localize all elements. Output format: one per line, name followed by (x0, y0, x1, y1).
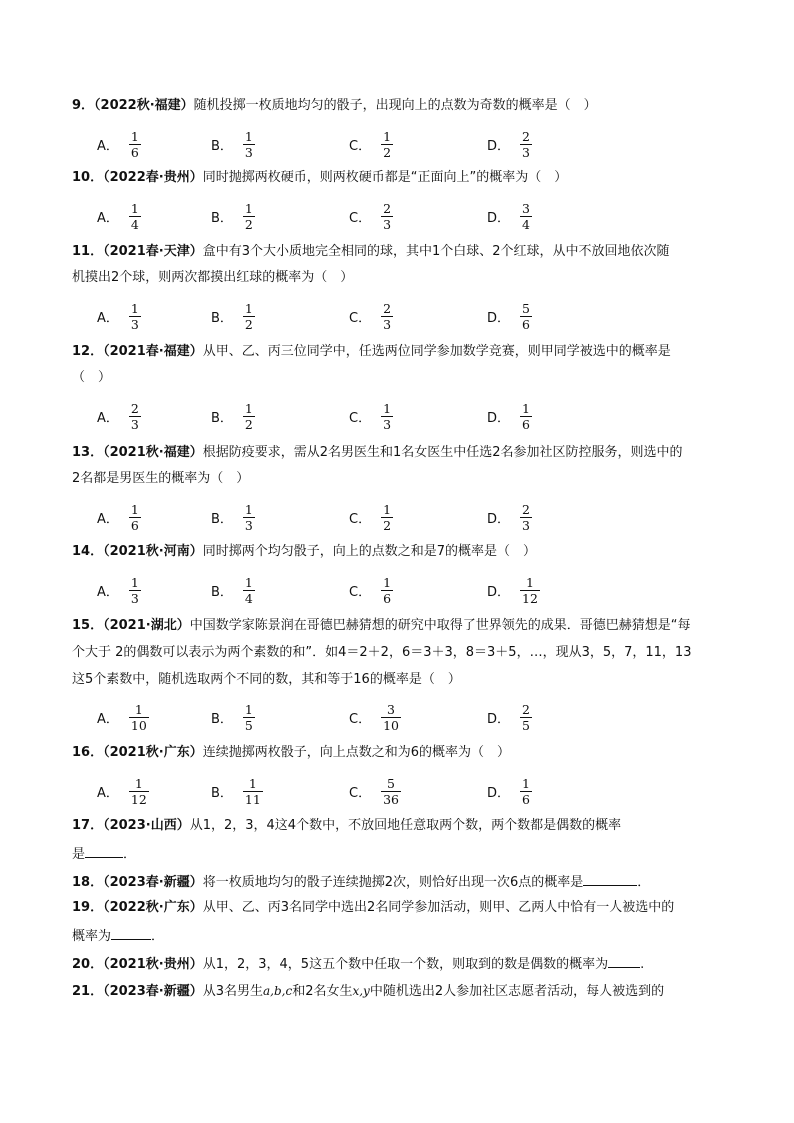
options-13 (97, 497, 737, 537)
question-12-cont: （ ） (72, 370, 112, 385)
question-19-cont: 概率为 ． (72, 925, 732, 947)
option-a: A． $\frac{1}{6}$ (97, 128, 139, 160)
options-16 (97, 771, 737, 811)
options-9 (97, 124, 737, 164)
answer-blank[interactable] (583, 871, 637, 886)
options-10 (97, 196, 737, 236)
options-14 (97, 570, 737, 610)
question-17: 17．（2023·山西）从1，2，3，4这4个数中，不放回地任意取两个数，两个数都是偶数的概率 (72, 818, 622, 833)
option-b: B． $\frac{1}{3}$ (211, 501, 253, 533)
option-d: D． $\frac{2}{3}$ (487, 128, 530, 160)
answer-blank[interactable] (85, 843, 123, 858)
option-b: B． $\frac{1}{2}$ (211, 200, 253, 232)
option-b: B． $\frac{1}{2}$ (211, 300, 253, 332)
option-a: A． $\frac{1}{3}$ (97, 574, 139, 606)
option-a: A． $\frac{2}{3}$ (97, 400, 139, 432)
question-16: 16．（2021秋·广东）连续抛掷两枚骰子，向上点数之和为6的概率为（ ） (72, 745, 510, 760)
option-a: A． $\frac{1}{6}$ (97, 501, 139, 533)
options-12 (97, 396, 737, 436)
fraction: $\frac{1}{6}$ (130, 128, 139, 160)
question-11-cont: 机摸出2个球，则两次都摸出红球的概率为（ ） (72, 270, 354, 285)
option-c: C． $\frac{5}{36}$ (349, 775, 399, 807)
option-d: D． $\frac{5}{6}$ (487, 300, 530, 332)
option-b: B． $\frac{1}{3}$ (211, 128, 253, 160)
option-c: C． $\frac{1}{6}$ (349, 574, 392, 606)
option-c: C． $\frac{2}{3}$ (349, 300, 392, 332)
options-11 (97, 296, 737, 336)
option-b: B． $\frac{1}{4}$ (211, 574, 253, 606)
question-11: 11．（2021春·天津）盒中有3个大小质地完全相同的球，其中1个白球、2个红球，从中不放回地依次随 (72, 244, 670, 259)
answer-blank[interactable] (608, 953, 640, 968)
question-10: 10．（2022春·贵州）同时抛掷两枚硬币，则两枚硬币都是“正面向上”的概率为（ ） (72, 170, 568, 185)
option-c: C． $\frac{3}{10}$ (349, 701, 399, 733)
option-d: D． $\frac{3}{4}$ (487, 200, 530, 232)
option-b: B． $\frac{1}{2}$ (211, 400, 253, 432)
fraction: $\frac{1}{2}$ (383, 128, 392, 160)
option-d: D． $\frac{2}{5}$ (487, 701, 530, 733)
question-13: 13．（2021秋·福建）根据防疫要求，需从2名男医生和1名女医生中任选2名参加社区防控服务，则选中的 (72, 445, 683, 460)
question-15: 15．（2021·湖北）中国数学家陈景润在哥德巴赫猜想的研究中取得了世界领先的成果．哥德巴赫猜想是“每 (72, 618, 691, 633)
option-a: A． $\frac{1}{10}$ (97, 701, 147, 733)
question-14: 14．（2021秋·河南）同时掷两个均匀骰子，向上的点数之和是7的概率是（ ） (72, 544, 536, 559)
question-9 (72, 96, 732, 116)
question-12: 12．（2021春·福建）从甲、乙、丙三位同学中，任选两位同学参加数学竞赛，则甲同学被选中的概率是 (72, 344, 671, 359)
question-17-cont: 是 ． (72, 843, 732, 865)
option-c: C． $\frac{2}{3}$ (349, 200, 392, 232)
math-variables: x,y (352, 984, 370, 998)
option-d: D． $\frac{1}{12}$ (487, 574, 538, 606)
question-number: 9． (72, 98, 95, 113)
option-c: C． $\frac{1}{3}$ (349, 400, 392, 432)
question-20: 20．（2021秋·贵州）从1，2，3，4，5这五个数中任取一个数，则取到的数是偶数的概率为 . (72, 953, 732, 975)
question-stem: 随机投掷一枚质地均匀的骰子，出现向上的点数为奇数的概率是（ ） (193, 98, 597, 113)
option-b: B． $\frac{1}{5}$ (211, 701, 253, 733)
option-c: C． $\frac{1}{2}$ (349, 501, 392, 533)
question-13-cont: 2名都是男医生的概率为（ ） (72, 471, 250, 486)
option-d: D． $\frac{2}{3}$ (487, 501, 530, 533)
option-c: C． $\frac{1}{2}$ (349, 128, 392, 160)
option-a: A． $\frac{1}{4}$ (97, 200, 139, 232)
question-source: （2022秋·福建） (94, 98, 194, 113)
option-d: D． $\frac{1}{6}$ (487, 400, 530, 432)
question-19: 19．（2022秋·广东）从甲、乙、丙3名同学中选出2名同学参加活动，则甲、乙两人中恰有一人被选中的 (72, 900, 675, 915)
option-d: D． $\frac{1}{6}$ (487, 775, 530, 807)
option-b: B． $\frac{1}{11}$ (211, 775, 261, 807)
fraction: $\frac{1}{3}$ (244, 128, 253, 160)
option-a: A． $\frac{1}{3}$ (97, 300, 139, 332)
question-15-cont: 个大于 2的偶数可以表示为两个素数的和”．如4＝2＋2，6＝3＋3，8＝3＋5，…，现从3，5，7，11，13 (72, 645, 692, 660)
option-a: A． $\frac{1}{12}$ (97, 775, 147, 807)
answer-blank[interactable] (111, 925, 151, 940)
question-15-cont2: 这5个素数中，随机选取两个不同的数，其和等于16的概率是（ ） (72, 672, 461, 687)
math-variables: a,b,c (263, 984, 293, 998)
options-15 (97, 697, 737, 737)
question-18: 18．（2023春·新疆）将一枚质地均匀的骰子连续抛掷2次，则恰好出现一次6点的概率是 ． (72, 871, 732, 893)
question-21: 21．（2023春·新疆）从3名男生a,b,c和2名女生x,y中随机选出2人参加社区志愿者活动，每人被选到的 (72, 984, 665, 999)
fraction: $\frac{2}{3}$ (522, 128, 530, 160)
